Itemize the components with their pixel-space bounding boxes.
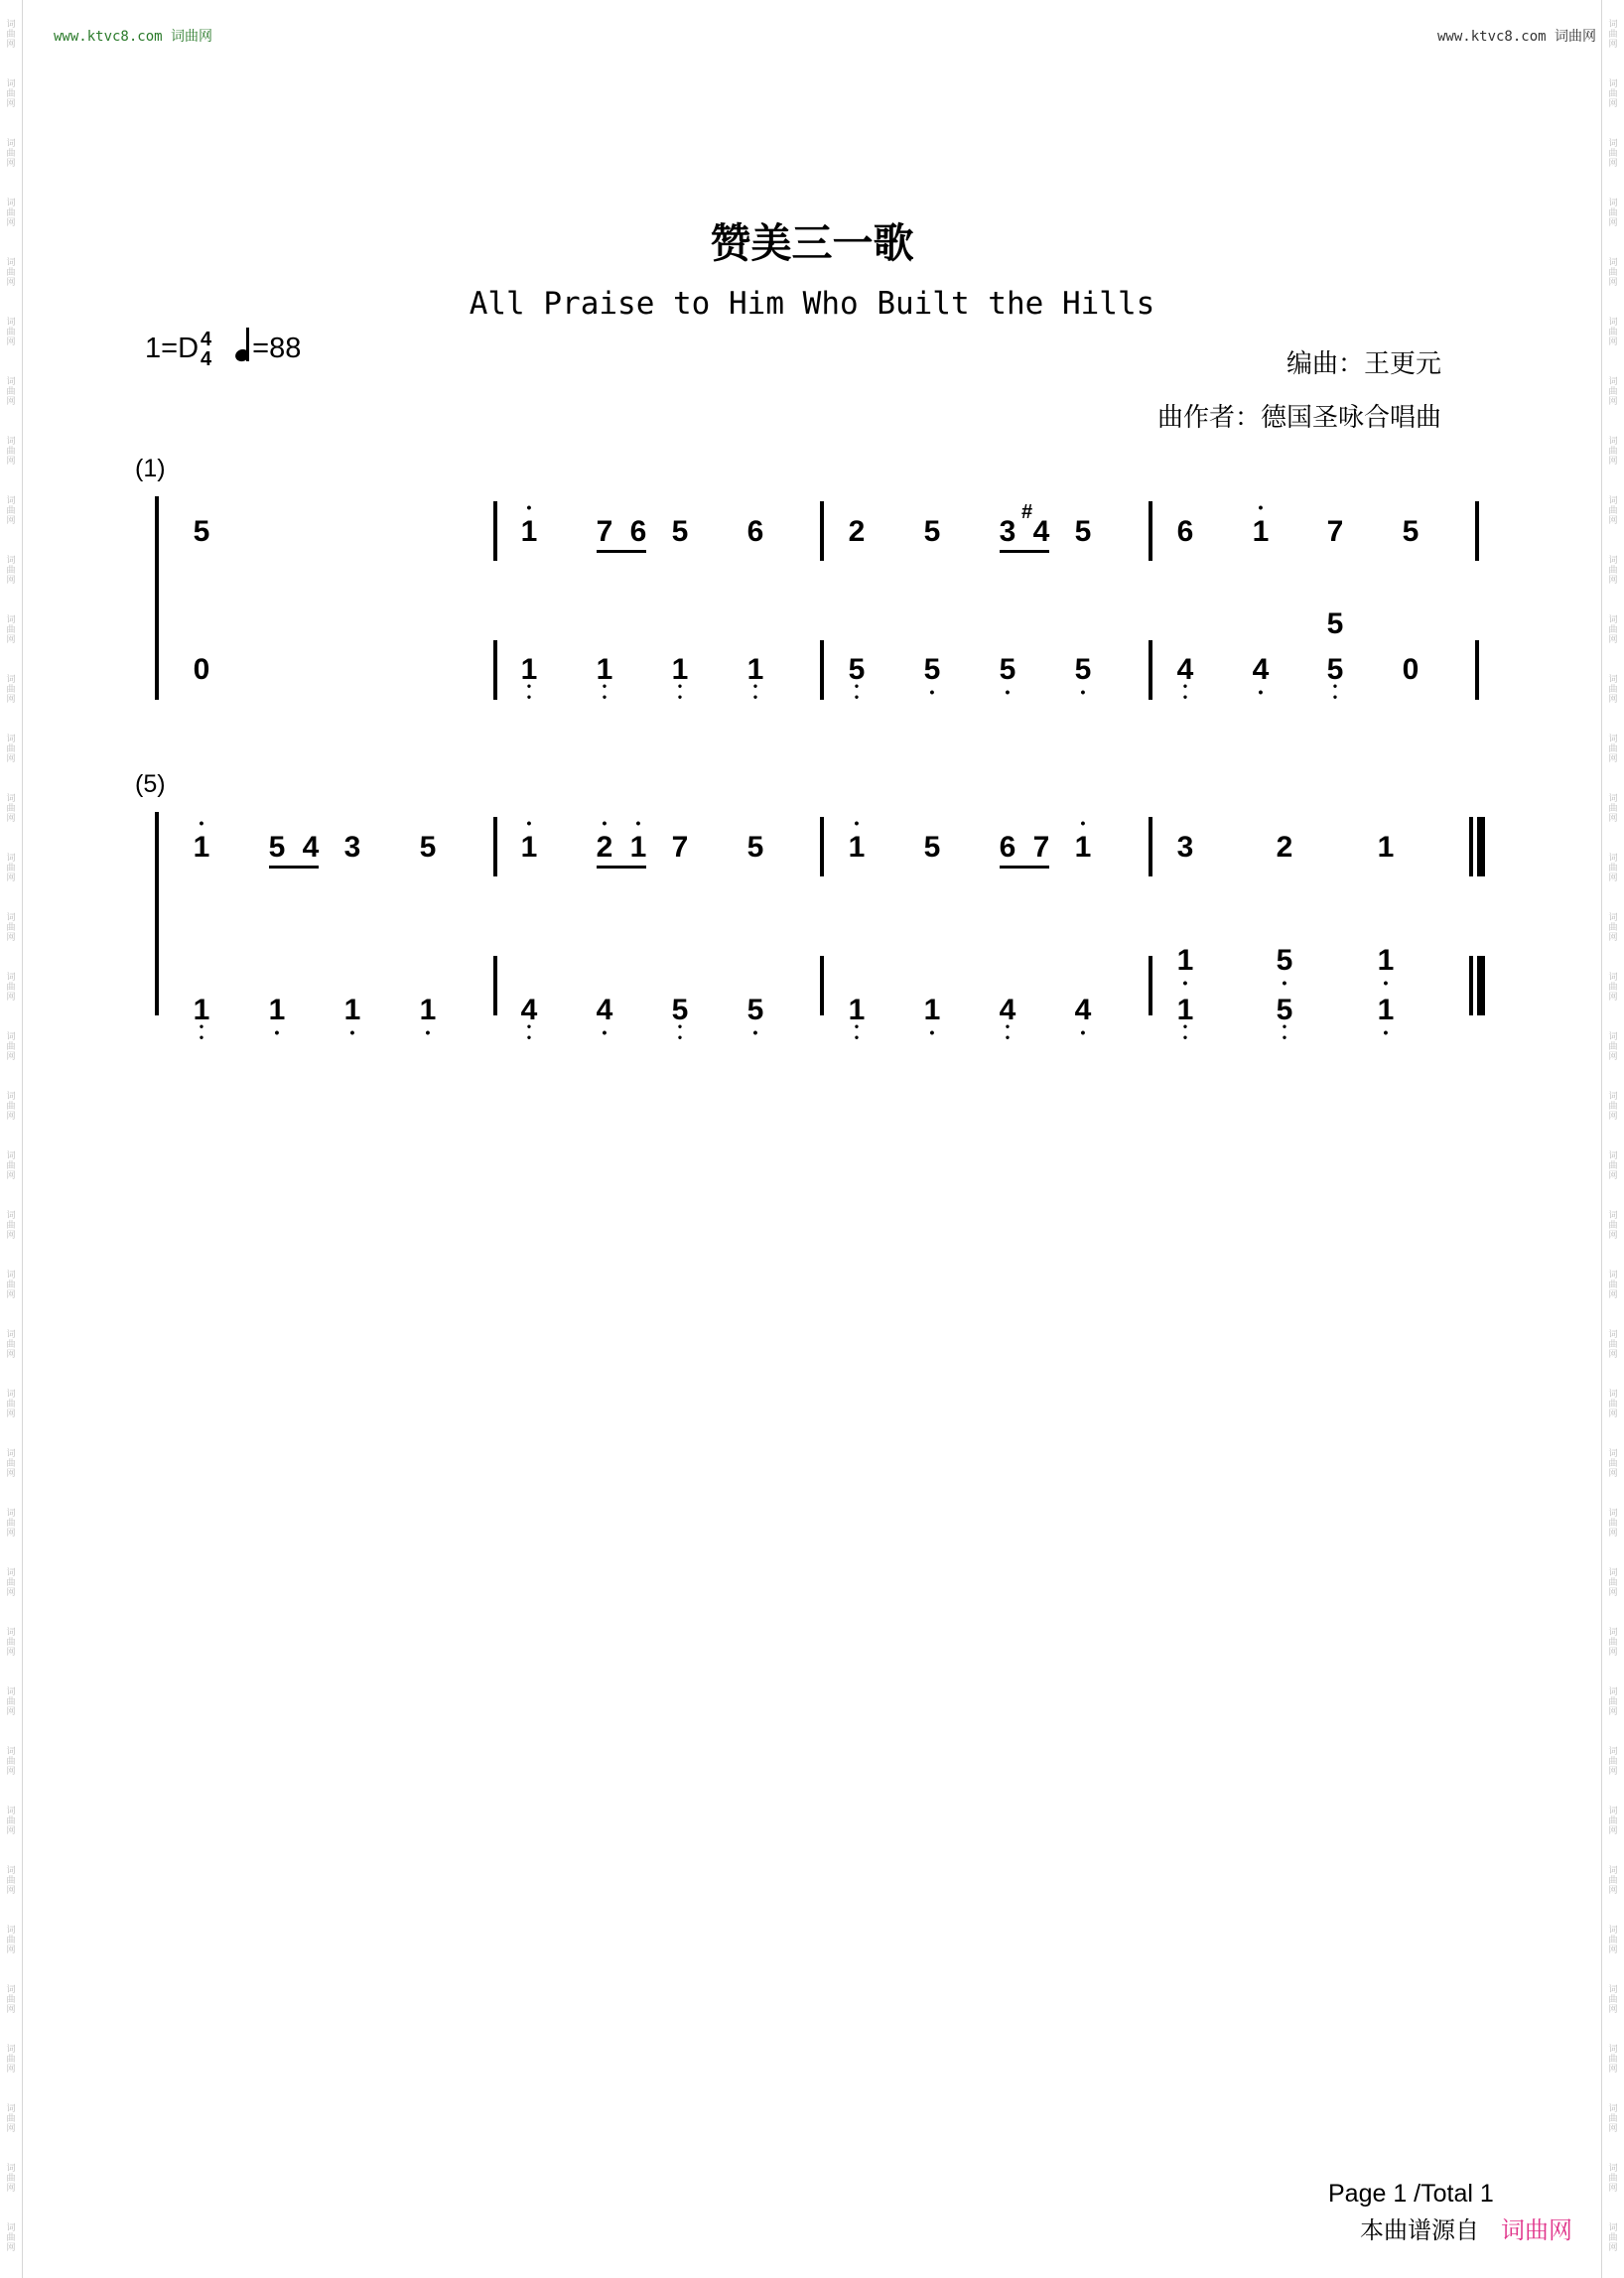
edge-watermark: 词 曲 网 xyxy=(1608,1985,1618,2015)
edge-watermark: 词 曲 网 xyxy=(1608,2104,1618,2134)
edge-watermark: 词 曲 网 xyxy=(1608,496,1618,526)
note: 3 xyxy=(1176,831,1194,864)
edge-watermark: 词 曲 网 xyxy=(1608,913,1618,943)
edge-watermark: 词 曲 网 xyxy=(6,496,16,526)
edge-watermark: 词 曲 网 xyxy=(1608,2164,1618,2194)
note: • 1 xyxy=(514,517,544,547)
note: 5 • xyxy=(741,996,770,1025)
edge-watermark: 词 曲 网 xyxy=(1608,1807,1618,1836)
barline-end xyxy=(1475,501,1479,561)
note: 1 • • xyxy=(741,655,770,685)
edge-watermark: 词 曲 网 xyxy=(6,1926,16,1955)
note: 1 • • xyxy=(665,655,695,685)
edge-watermark: 词 曲 网 xyxy=(6,2223,16,2253)
note: 7 xyxy=(1326,515,1344,548)
note: • 1 xyxy=(842,833,872,863)
edge-watermark: 词 曲 网 xyxy=(1608,556,1618,586)
note: 1 • xyxy=(1371,946,1401,976)
barline xyxy=(820,956,824,1015)
edge-watermark: 词 曲 网 xyxy=(1608,318,1618,347)
note: • 1 xyxy=(1246,517,1276,547)
note: 1 • xyxy=(1170,946,1200,976)
note: 0 xyxy=(1402,653,1420,686)
note: 5 • • xyxy=(1270,996,1299,1025)
edge-watermark: 词 曲 网 xyxy=(6,1151,16,1181)
edge-watermark: 词 曲 网 xyxy=(1608,1211,1618,1241)
edge-watermark: 词 曲 网 xyxy=(6,2104,16,2134)
note: 4 xyxy=(1032,515,1050,548)
edge-watermark: 词 曲 网 xyxy=(6,79,16,109)
edge-watermark: 词 曲 网 xyxy=(6,1330,16,1360)
edge-watermark: 词 曲 网 xyxy=(6,1747,16,1777)
source-credit xyxy=(1360,2211,1572,2245)
edge-watermark: 词 曲 网 xyxy=(6,377,16,407)
edge-watermark: 词 曲 网 xyxy=(6,437,16,467)
note: 1 • xyxy=(413,996,443,1025)
song-subtitle: All Praise to Him Who Built the Hills xyxy=(469,286,1155,322)
note: 5 • • xyxy=(842,655,872,685)
underline-beam xyxy=(269,866,319,869)
note: 4 • • xyxy=(1170,655,1200,685)
note: 1 xyxy=(1377,831,1395,864)
edge-watermark: 词 曲 网 xyxy=(6,556,16,586)
edge-watermark: 词 曲 网 xyxy=(6,1390,16,1419)
edge-watermark: 词 曲 网 xyxy=(1608,1926,1618,1955)
note: 5 xyxy=(671,515,689,548)
edge-watermark: 词 曲 网 xyxy=(6,1032,16,1062)
edge-watermark: 词 曲 网 xyxy=(1608,79,1618,109)
edge-watermark: 词 曲 网 xyxy=(1608,1032,1618,1062)
composer-credit: 曲作者：德国圣咏合唱曲 xyxy=(1157,403,1442,433)
edge-watermark: 词 曲 网 xyxy=(1608,1687,1618,1717)
barline xyxy=(1149,640,1152,700)
barline xyxy=(820,817,824,876)
edge-watermark: 词 曲 网 xyxy=(1608,199,1618,228)
note: 7 xyxy=(596,515,613,548)
note: 5 • xyxy=(1270,946,1299,976)
underline-beam xyxy=(597,866,646,869)
source-brand-link[interactable]: 词曲网 xyxy=(1501,2216,1572,2244)
header-site-left[interactable]: www.ktvc8.com 词曲网 xyxy=(54,29,213,45)
note: 4 • • xyxy=(993,996,1022,1025)
song-title: 赞美三一歌 xyxy=(710,219,914,267)
edge-watermark: 词 曲 网 xyxy=(1608,615,1618,645)
note: 1 • • xyxy=(187,996,216,1025)
edge-watermark: 词 曲 网 xyxy=(1608,437,1618,467)
note: 1 • xyxy=(1371,996,1401,1025)
arranger-credit: 编曲：王更元 xyxy=(1286,349,1442,379)
note: 6 xyxy=(1176,515,1194,548)
edge-watermark: 词 曲 网 xyxy=(1608,20,1618,50)
note: 1 • • xyxy=(1170,996,1200,1025)
note: 5 • • xyxy=(1320,655,1350,685)
note: 2 xyxy=(848,515,866,548)
edge-watermark: 词 曲 网 xyxy=(6,735,16,764)
edge-watermark: 词 曲 网 xyxy=(1608,1271,1618,1300)
final-barline-thin xyxy=(1469,956,1473,1015)
underline-beam xyxy=(597,550,646,553)
quarter-note-stem-icon xyxy=(246,328,249,361)
note: 6 xyxy=(746,515,764,548)
sharp-sign: # xyxy=(1021,501,1033,523)
edge-watermark: 词 曲 网 xyxy=(6,1509,16,1539)
note: 6 xyxy=(629,515,647,548)
barline-end xyxy=(1475,640,1479,700)
barline xyxy=(493,956,497,1015)
note: 1 • xyxy=(917,996,947,1025)
barline xyxy=(1149,956,1152,1015)
note: 3 xyxy=(999,515,1016,548)
edge-watermark: 词 曲 网 xyxy=(1608,735,1618,764)
note: 1 • • xyxy=(842,996,872,1025)
underline-beam xyxy=(1000,550,1049,553)
barline xyxy=(820,640,824,700)
edge-watermark: 词 曲 网 xyxy=(1608,1449,1618,1479)
tempo-value: =88 xyxy=(252,333,302,364)
system-number: (1) xyxy=(135,455,166,482)
left-margin-watermark-strip xyxy=(0,0,23,2278)
barline xyxy=(1149,501,1152,561)
edge-watermark: 词 曲 网 xyxy=(1608,2223,1618,2253)
edge-watermark: 词 曲 网 xyxy=(1608,794,1618,824)
edge-watermark: 词 曲 网 xyxy=(1608,2045,1618,2075)
note: 7 xyxy=(1032,831,1050,864)
underline-beam xyxy=(1000,866,1049,869)
edge-watermark: 词 曲 网 xyxy=(6,1628,16,1658)
edge-watermark: 词 曲 网 xyxy=(1608,1390,1618,1419)
edge-watermark: 词 曲 网 xyxy=(6,675,16,705)
edge-watermark: 词 曲 网 xyxy=(6,318,16,347)
note: 4 • xyxy=(1246,655,1276,685)
edge-watermark: 词 曲 网 xyxy=(1608,1628,1618,1658)
edge-watermark: 词 曲 网 xyxy=(1608,1747,1618,1777)
barline xyxy=(493,817,497,876)
edge-watermark: 词 曲 网 xyxy=(6,1866,16,1896)
edge-watermark: 词 曲 网 xyxy=(6,854,16,883)
edge-watermark: 词 曲 网 xyxy=(6,20,16,50)
edge-watermark: 词 曲 网 xyxy=(1608,854,1618,883)
barline xyxy=(1149,817,1152,876)
note: 3 xyxy=(343,831,361,864)
note: 7 xyxy=(671,831,689,864)
note: 5 xyxy=(1326,607,1344,640)
edge-watermark: 词 曲 网 xyxy=(6,1211,16,1241)
edge-watermark: 词 曲 网 xyxy=(6,1985,16,2015)
edge-watermark: 词 曲 网 xyxy=(6,794,16,824)
barline xyxy=(493,501,497,561)
system-brace xyxy=(155,812,159,1015)
note: 1 • xyxy=(338,996,367,1025)
edge-watermark: 词 曲 网 xyxy=(1608,1330,1618,1360)
edge-watermark: 词 曲 网 xyxy=(6,913,16,943)
note: 5 xyxy=(923,831,941,864)
key-tempo xyxy=(145,324,301,369)
final-barline-thin xyxy=(1469,817,1473,876)
note: 6 xyxy=(999,831,1016,864)
edge-watermark: 词 曲 网 xyxy=(6,1271,16,1300)
edge-watermark: 词 曲 网 xyxy=(6,2164,16,2194)
final-barline-thick xyxy=(1477,817,1485,876)
page-indicator: Page 1 /Total 1 xyxy=(1328,2180,1494,2208)
edge-watermark: 词 曲 网 xyxy=(6,1568,16,1598)
note: 5 xyxy=(419,831,437,864)
edge-watermark: 词 曲 网 xyxy=(1608,1866,1618,1896)
edge-watermark: 词 曲 网 xyxy=(1608,973,1618,1003)
note: 2 xyxy=(1276,831,1293,864)
note: 4 • xyxy=(590,996,619,1025)
note: 5 • • xyxy=(665,996,695,1025)
note: • 2 xyxy=(590,833,619,863)
system-brace xyxy=(155,496,159,700)
note: 5 xyxy=(923,515,941,548)
edge-watermark: 词 曲 网 xyxy=(6,2045,16,2075)
note: 4 • xyxy=(1068,996,1098,1025)
edge-watermark: 词 曲 网 xyxy=(6,258,16,288)
note: 5 xyxy=(746,831,764,864)
header-site-right[interactable]: www.ktvc8.com 词曲网 xyxy=(1437,29,1597,45)
note: 5 xyxy=(1402,515,1420,548)
note: 0 xyxy=(193,653,210,686)
note: • 1 xyxy=(623,833,653,863)
edge-watermark: 词 曲 网 xyxy=(1608,377,1618,407)
edge-watermark: 词 曲 网 xyxy=(6,1687,16,1717)
edge-watermark: 词 曲 网 xyxy=(1608,1151,1618,1181)
edge-watermark: 词 曲 网 xyxy=(6,199,16,228)
note: 5 xyxy=(268,831,286,864)
right-margin-watermark-strip xyxy=(1601,0,1624,2278)
edge-watermark: 词 曲 网 xyxy=(1608,258,1618,288)
note: 5 xyxy=(193,515,210,548)
final-barline-thick xyxy=(1477,956,1485,1015)
edge-watermark: 词 曲 网 xyxy=(1608,675,1618,705)
note: 1 • xyxy=(262,996,292,1025)
barline xyxy=(820,501,824,561)
time-sig-bottom: 4 xyxy=(201,348,212,371)
barline xyxy=(493,640,497,700)
note: 4 xyxy=(302,831,320,864)
note: • 1 xyxy=(187,833,216,863)
edge-watermark: 词 曲 网 xyxy=(6,1807,16,1836)
note: 5 • xyxy=(1068,655,1098,685)
note: 1 • • xyxy=(514,655,544,685)
note: 5 xyxy=(1074,515,1092,548)
edge-watermark: 词 曲 网 xyxy=(6,973,16,1003)
note: 4 • • xyxy=(514,996,544,1025)
edge-watermark: 词 曲 网 xyxy=(6,1449,16,1479)
note: 1 • • xyxy=(590,655,619,685)
time-signature xyxy=(201,330,211,369)
note: • 1 xyxy=(514,833,544,863)
edge-watermark: 词 曲 网 xyxy=(1608,1092,1618,1122)
edge-watermark: 词 曲 网 xyxy=(1608,1509,1618,1539)
time-sig-top: 4 xyxy=(201,329,212,351)
edge-watermark: 词 曲 网 xyxy=(1608,1568,1618,1598)
key-signature: 1=D xyxy=(145,333,200,364)
note: 5 • xyxy=(993,655,1022,685)
edge-watermark: 词 曲 网 xyxy=(6,615,16,645)
source-label: 本曲谱源自 xyxy=(1360,2216,1479,2244)
edge-watermark: 词 曲 网 xyxy=(1608,139,1618,169)
edge-watermark: 词 曲 网 xyxy=(6,139,16,169)
edge-watermark: 词 曲 网 xyxy=(6,1092,16,1122)
system-number: (5) xyxy=(135,770,166,798)
note: 5 • xyxy=(917,655,947,685)
note: • 1 xyxy=(1068,833,1098,863)
